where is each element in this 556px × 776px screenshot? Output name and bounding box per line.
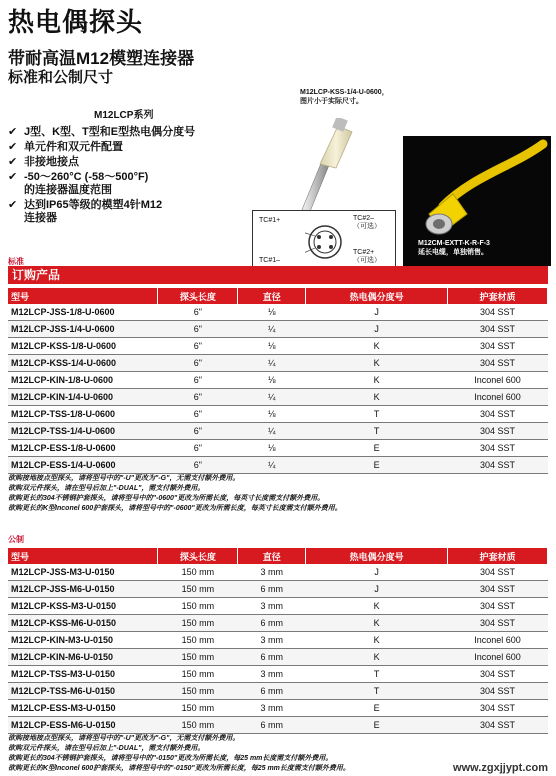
footnote: 欲购更长的K型Inconel 600护套探头，请将型号中的"-0150"更改为所需长度，每25 mm长度需支付额外费用。 <box>8 765 350 772</box>
table-cell: M12LCP-ESS-M6-U-0150 <box>8 717 158 734</box>
table-cell: K <box>306 615 448 632</box>
table-cell: 6" <box>158 406 238 423</box>
connector-face-icon <box>305 223 345 261</box>
table-cell: 150 mm <box>158 615 238 632</box>
table-cell: 150 mm <box>158 649 238 666</box>
table-cell: M12LCP-KSS-1/8-U-0600 <box>8 338 158 355</box>
table-header-row <box>8 548 548 564</box>
column-header: 型号 <box>8 288 158 304</box>
table-cell: 6 mm <box>238 717 306 734</box>
column-header: 型号 <box>8 548 158 564</box>
column-header: 护套材质 <box>448 548 548 564</box>
table-row <box>8 338 548 355</box>
table-cell: 150 mm <box>158 564 238 581</box>
feature-item: ✔ 非接地接点 <box>8 156 79 168</box>
table-cell: 304 SST <box>448 564 548 581</box>
column-header: 热电偶分度号 <box>306 548 448 564</box>
footnote: 欲购双元件探头，请在型号后加上"-DUAL"，需支付额外费用。 <box>8 745 205 752</box>
page-subtitle-2: 标准和公制尺寸 <box>8 69 114 86</box>
column-header: 直径 <box>238 548 306 564</box>
table-row <box>8 321 548 338</box>
table-cell: E <box>306 700 448 717</box>
table-cell: 6" <box>158 304 238 321</box>
table-cell: 304 SST <box>448 457 548 474</box>
table-cell: E <box>306 457 448 474</box>
table-cell: 304 SST <box>448 338 548 355</box>
column-header: 护套材质 <box>448 288 548 304</box>
table-row <box>8 440 548 457</box>
table-cell: Inconel 600 <box>448 632 548 649</box>
table-row <box>8 632 548 649</box>
table-cell: 304 SST <box>448 598 548 615</box>
pin-label: TC#2+ （可选） <box>353 249 381 264</box>
table-cell: 304 SST <box>448 321 548 338</box>
table-cell: 6" <box>158 355 238 372</box>
table-cell: ⅛ <box>238 406 306 423</box>
table-cell: 3 mm <box>238 632 306 649</box>
table-cell: J <box>306 304 448 321</box>
table-cell: K <box>306 372 448 389</box>
table-cell: 6 mm <box>238 683 306 700</box>
footnote: 欲购双元件探头，请在型号后加上"-DUAL"，需支付额外费用。 <box>8 485 205 492</box>
column-header: 探头长度 <box>158 548 238 564</box>
table-row <box>8 423 548 440</box>
table-cell: 150 mm <box>158 683 238 700</box>
table-row <box>8 389 548 406</box>
table-cell: ⅛ <box>238 372 306 389</box>
table-cell: K <box>306 632 448 649</box>
table-cell: M12LCP-JSS-1/4-U-0600 <box>8 321 158 338</box>
feature-item: ✔ -50～260°C (-58～500°F) 的连接器温度范围 <box>8 171 149 196</box>
metric-table <box>8 548 548 734</box>
table-cell: M12LCP-KSS-1/4-U-0600 <box>8 355 158 372</box>
table-cell: 6 mm <box>238 581 306 598</box>
table-cell: 304 SST <box>448 615 548 632</box>
check-icon: ✔ <box>8 199 18 211</box>
table-cell: K <box>306 355 448 372</box>
pin-label: TC#1– <box>259 257 281 264</box>
table-cell: 304 SST <box>448 304 548 321</box>
table-cell: M12LCP-TSS-1/4-U-0600 <box>8 423 158 440</box>
table-cell: ⅛ <box>238 338 306 355</box>
table-cell: 304 SST <box>448 683 548 700</box>
footnote: 欲购更长的304不锈钢护套探头，请将型号中的"-0600"更改为所需长度，每英寸长度需支付额外费用。 <box>8 495 325 502</box>
table-row <box>8 615 548 632</box>
table-cell: M12LCP-JSS-1/8-U-0600 <box>8 304 158 321</box>
footnote: 欲购接地接点型探头，请将型号中的"-U"更改为"-G"，无需支付额外费用。 <box>8 735 240 742</box>
table-cell: 6" <box>158 321 238 338</box>
table-cell: 150 mm <box>158 700 238 717</box>
table-cell: E <box>306 440 448 457</box>
table-cell: M12LCP-ESS-M3-U-0150 <box>8 700 158 717</box>
table-cell: M12LCP-KIN-1/8-U-0600 <box>8 372 158 389</box>
table-cell: 6" <box>158 372 238 389</box>
table-cell: Inconel 600 <box>448 372 548 389</box>
table-cell: 3 mm <box>238 700 306 717</box>
table-row <box>8 598 548 615</box>
standard-notes <box>8 474 548 514</box>
page-title: 热电偶探头 <box>8 7 144 37</box>
table-cell: 3 mm <box>238 564 306 581</box>
table-row <box>8 372 548 389</box>
table-cell: 3 mm <box>238 598 306 615</box>
table-cell: K <box>306 598 448 615</box>
table-row <box>8 406 548 423</box>
check-icon: ✔ <box>8 141 18 153</box>
table-cell: J <box>306 581 448 598</box>
table-cell: 304 SST <box>448 581 548 598</box>
series-name: M12LCP系列 <box>94 110 154 121</box>
column-header: 探头长度 <box>158 288 238 304</box>
table-cell: J <box>306 321 448 338</box>
pinout-diagram <box>252 210 396 274</box>
table-cell: M12LCP-KSS-M3-U-0150 <box>8 598 158 615</box>
table-cell: E <box>306 717 448 734</box>
table-cell: 6" <box>158 423 238 440</box>
table-cell: 150 mm <box>158 717 238 734</box>
table-cell: 304 SST <box>448 423 548 440</box>
table-cell: M12LCP-TSS-1/8-U-0600 <box>8 406 158 423</box>
table-cell: M12LCP-TSS-M6-U-0150 <box>8 683 158 700</box>
table-cell: Inconel 600 <box>448 389 548 406</box>
column-header: 热电偶分度号 <box>306 288 448 304</box>
table-cell: T <box>306 683 448 700</box>
table-cell: K <box>306 338 448 355</box>
table-cell: J <box>306 564 448 581</box>
table-cell: M12LCP-JSS-M3-U-0150 <box>8 564 158 581</box>
table-cell: ⅛ <box>238 304 306 321</box>
table-cell: ¼ <box>238 389 306 406</box>
check-icon: ✔ <box>8 156 18 168</box>
table-cell: ⅛ <box>238 440 306 457</box>
standard-section-label: 标准 <box>8 257 24 266</box>
table-cell: 150 mm <box>158 632 238 649</box>
feature-item: ✔ 单元件和双元件配置 <box>8 141 123 153</box>
feature-item: ✔ 达到IP65等级的模塑4针M12 连接器 <box>8 199 163 224</box>
footnote: 欲购更长的304不锈钢护套探头，请将型号中的"-0150"更改为所需长度，每25 mm长度需支付额外费用。 <box>8 755 333 762</box>
table-cell: 304 SST <box>448 355 548 372</box>
table-row <box>8 649 548 666</box>
table-cell: K <box>306 649 448 666</box>
cable-caption: M12CM-EXTT-K-R-F-3 延长电缆，单独销售。 <box>418 240 490 256</box>
table-row <box>8 683 548 700</box>
pin-label: TC#2– （可选） <box>353 215 381 230</box>
footnote: 欲购更长的K型Inconel 600护套探头，请将型号中的"-0600"更改为所需长度，每英寸长度需支付额外费用。 <box>8 505 342 512</box>
table-cell: M12LCP-ESS-1/8-U-0600 <box>8 440 158 457</box>
table-cell: T <box>306 423 448 440</box>
table-cell: M12LCP-KSS-M6-U-0150 <box>8 615 158 632</box>
table-cell: 6" <box>158 457 238 474</box>
check-icon: ✔ <box>8 126 18 138</box>
table-row <box>8 564 548 581</box>
table-cell: M12LCP-TSS-M3-U-0150 <box>8 666 158 683</box>
table-cell: T <box>306 406 448 423</box>
table-cell: M12LCP-KIN-1/4-U-0600 <box>8 389 158 406</box>
table-cell: 304 SST <box>448 717 548 734</box>
table-cell: 304 SST <box>448 406 548 423</box>
table-row <box>8 304 548 321</box>
table-header-row <box>8 288 548 304</box>
table-cell: 304 SST <box>448 666 548 683</box>
table-cell: ¼ <box>238 457 306 474</box>
table-cell: 6 mm <box>238 615 306 632</box>
table-cell: T <box>306 666 448 683</box>
table-cell: K <box>306 389 448 406</box>
standard-table <box>8 288 548 474</box>
table-row <box>8 666 548 683</box>
table-cell: 304 SST <box>448 700 548 717</box>
feature-item: ✔ J型、K型、T型和E型热电偶分度号 <box>8 126 196 138</box>
table-cell: 3 mm <box>238 666 306 683</box>
table-cell: Inconel 600 <box>448 649 548 666</box>
order-heading: 订购产品 <box>8 266 548 284</box>
table-cell: 6" <box>158 440 238 457</box>
table-cell: 150 mm <box>158 666 238 683</box>
table-row <box>8 717 548 734</box>
watermark: www.zgxjjypt.com <box>453 762 548 774</box>
table-cell: ¼ <box>238 355 306 372</box>
page-subtitle: 带耐高温M12模塑连接器 <box>8 49 195 68</box>
table-row <box>8 355 548 372</box>
table-cell: M12LCP-JSS-M6-U-0150 <box>8 581 158 598</box>
table-cell: M12LCP-KIN-M3-U-0150 <box>8 632 158 649</box>
table-cell: 150 mm <box>158 581 238 598</box>
footnote: 欲购接地接点型探头，请将型号中的"-U"更改为"-G"，无需支付额外费用。 <box>8 475 240 482</box>
table-cell: ¼ <box>238 321 306 338</box>
table-row <box>8 700 548 717</box>
table-cell: 304 SST <box>448 440 548 457</box>
metric-section-label: 公制 <box>8 535 24 544</box>
table-row <box>8 457 548 474</box>
table-cell: M12LCP-KIN-M6-U-0150 <box>8 649 158 666</box>
table-cell: M12LCP-ESS-1/4-U-0600 <box>8 457 158 474</box>
table-cell: 6 mm <box>238 649 306 666</box>
table-cell: 6" <box>158 338 238 355</box>
table-cell: ¼ <box>238 423 306 440</box>
probe-caption: M12LCP-KSS-1/4-U-0600， 图片小于实际尺寸。 <box>300 89 389 105</box>
table-cell: 150 mm <box>158 598 238 615</box>
table-cell: 6" <box>158 389 238 406</box>
check-icon: ✔ <box>8 171 18 183</box>
column-header: 直径 <box>238 288 306 304</box>
pin-label: TC#1+ <box>259 217 281 224</box>
table-row <box>8 581 548 598</box>
